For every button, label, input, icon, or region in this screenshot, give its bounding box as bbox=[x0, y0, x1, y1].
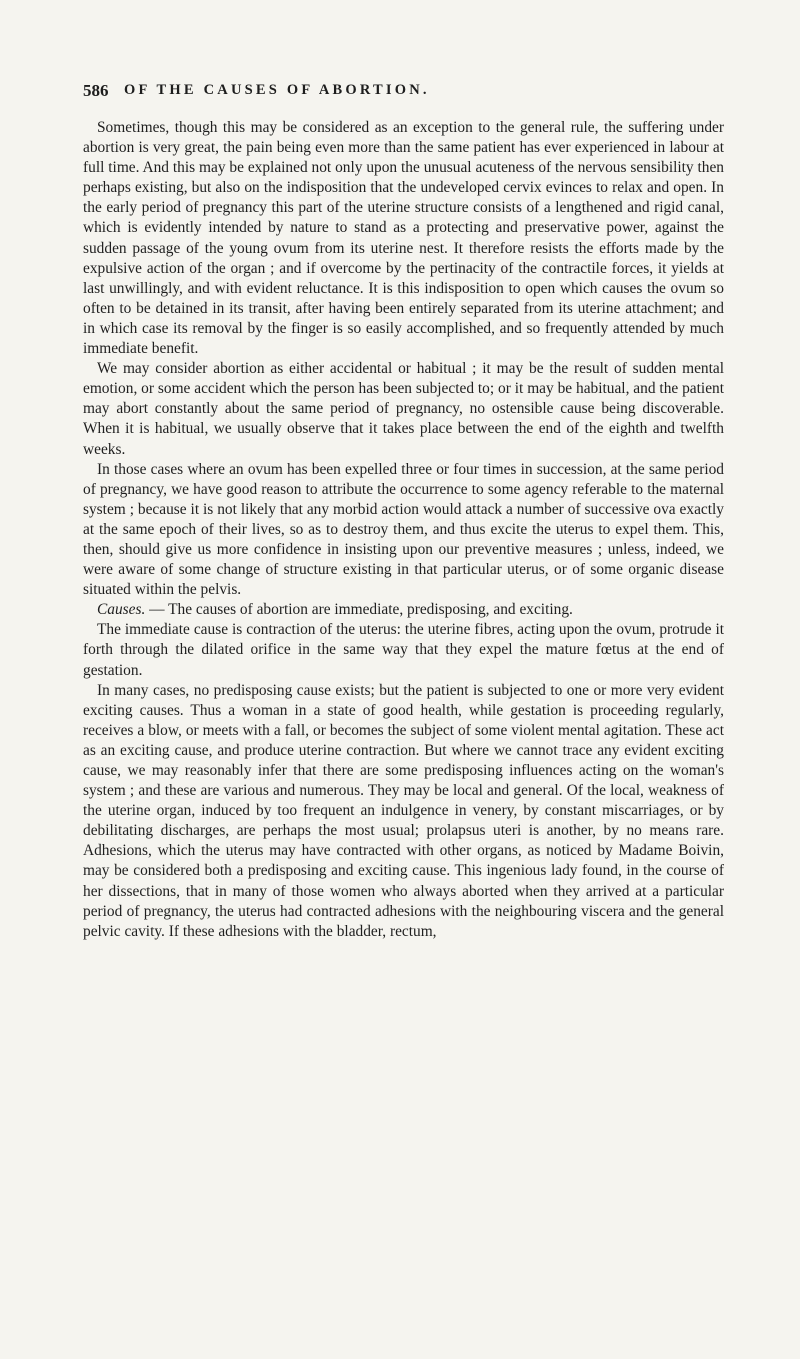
paragraph-immediate-cause: The immediate cause is contraction of the uterus: the uterine fibres, acting upon the ovum, protrude it forth through the dilated orifice in the same way that they expel the mature fœtus at the end of gestation. bbox=[83, 621, 724, 679]
causes-heading: Causes. bbox=[97, 601, 146, 619]
paragraph-accidental-habitual: We may consider abortion as either accidental or habitual ; it may be the result of sudden mental emotion, or some accident which the person has been subjected to; or it may be habitual, and the patient may abort constantly about the same period of pregnancy, no ostensible cause being discoverable. When it is habitual, we usually observe that it takes place between the end of the eighth and twelfth weeks. bbox=[83, 360, 724, 458]
page-number: 586 bbox=[83, 81, 109, 100]
running-title: OF THE CAUSES OF ABORTION. bbox=[124, 82, 430, 98]
paragraph-predisposing-causes: In many cases, no predisposing cause exists; but the patient is subjected to one or more very evident exciting causes. Thus a woman in a state of good health, while gestation is proceeding regularly, receives a blow, or meets with a fall, or becomes the subject of some violent mental agitation. These act as an exciting cause, and produce uterine contraction. But where we cannot trace any evident exciting cause, we may reasonably infer that there are some predisposing influences acting on the woman's system ; and these are various and numerous. They may be local and general. Of the local, weakness of the uterine organ, induced by too frequent an indulgence in venery, by constant miscarriages, or by debilitating discharges, are perhaps the most usual; prolapsus uteri is another, by no means rare. Adhesions, which the uterus may have contracted with other organs, as noticed by Madame Boivin, may be considered both a predisposing and exciting cause. This ingenious lady found, in the course of her dissections, that in many of those women who always aborted when they arrived at a particular period of pregnancy, the uterus had contracted adhesions with the neighbouring viscera and the general pelvic cavity. If these adhesions with the bladder, rectum, bbox=[83, 681, 724, 940]
causes-text: — The causes of abortion are immediate, predisposing, and exciting. bbox=[145, 601, 573, 619]
paragraph-successive-ova: In those cases where an ovum has been expelled three or four times in succession, at the same period of pregnancy, we have good reason to attribute the occurrence to some agency referable to the maternal system ; because it is not likely that any morbid action would attack a number of successive ova exactly at the same epoch of their lives, so as to destroy them, and thus excite the uterus to expel them. This, then, should give us more confidence in insisting upon our preventive measures ; unless, indeed, we were aware of some change of structure existing in that particular uterus, or of some organic disease situated within the pelvis. bbox=[83, 460, 724, 599]
paragraph-abortion-pain: Sometimes, though this may be considered as an exception to the general rule, the suffering under abortion is very great, the pain being even more than the same patient has ever experienced in labour at full time. And this may be explained not only upon the unusual acuteness of the nervous sensibility then perhaps existing, but also on the indisposition that the undeveloped cervix evinces to relax and open. In the early period of pregnancy this part of the uterine structure consists of a lengthened and rigid canal, which is evidently intended by nature to stand as a protecting and preservative power, against the sudden passage of the young ovum from its uterine nest. It therefore resists the efforts made by the expulsive action of the organ ; and if overcome by the pertinacity of the contractile forces, it yields at last unwillingly, and with evident reluctance. It is this indisposition to open which causes the ovum so often to be detained in its transit, after having been entirely separated from its uterine attachment; and in which case its removal by the finger is so easily accomplished, and so frequently attended by much immediate benefit. bbox=[83, 119, 724, 358]
body-text bbox=[83, 118, 724, 942]
paragraph-causes bbox=[83, 600, 724, 620]
page-header bbox=[83, 81, 723, 103]
